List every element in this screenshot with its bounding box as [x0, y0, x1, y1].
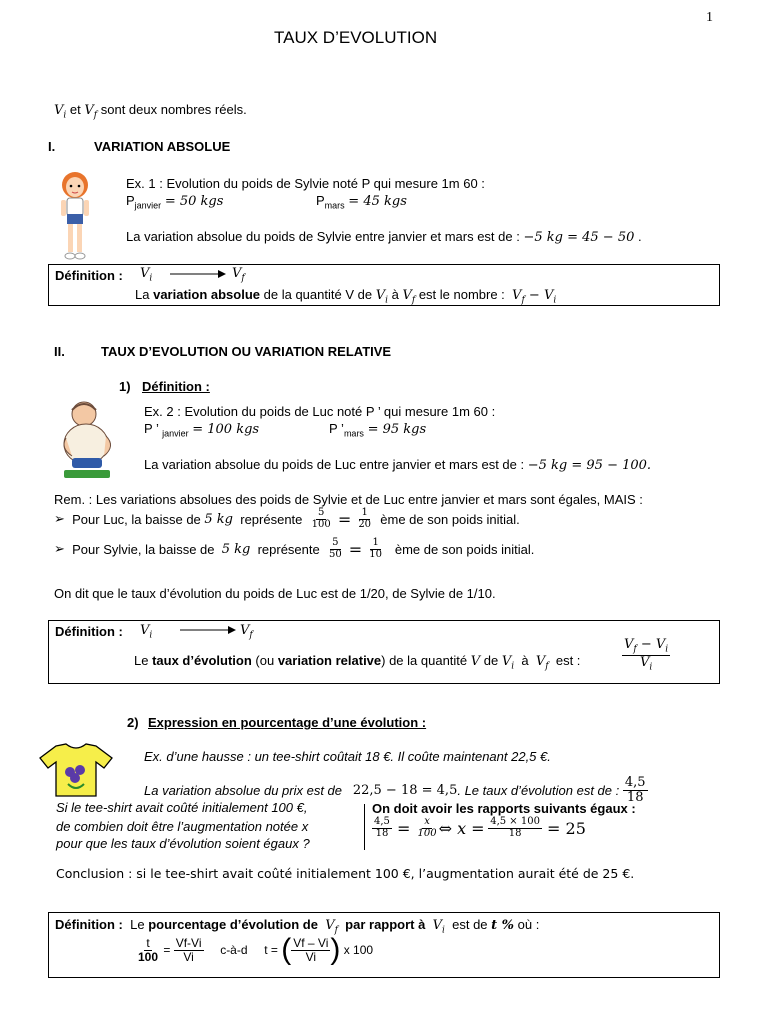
example-1: Ex. 1 : Evolution du poids de Sylvie noté P qui mesure 1m 60 : — [126, 176, 485, 191]
variation-1: La variation absolue du poids de Sylvie entre janvier et mars est de : −5 kg = 45 − 50 . — [126, 229, 642, 245]
man-illustration — [50, 398, 122, 482]
def1-vi: $V_i$ — [140, 266, 153, 284]
conclusion-2: Conclusion : si le tee-shirt avait coûté initialement 100 €, l’augmentation aurait été de 25 €. — [56, 866, 635, 881]
ex-hausse: Ex. d’une hausse : un tee-shirt coûtait 18 €. Il coûte maintenant 22,5 €. — [144, 749, 551, 764]
def2-label: Définition : — [55, 624, 123, 639]
def2-text: Le taux d’évolution (ou variation relative) de la quantité V de $V_i$ à $V_f$ est : — [134, 653, 581, 672]
p-mars-2: P $’_{mars} = 95$ kgs — [329, 421, 427, 439]
def3-text: Définition : Le pourcentage d’évolution de $V_f$ par rapport à $V_i$ est de t % où : — [55, 917, 540, 936]
p-janvier-1: $P_{janvier} = 50$ kgs — [126, 193, 224, 211]
section-1-title: VARIATION ABSOLUE — [94, 139, 231, 154]
sub-1-title: Définition : — [142, 379, 210, 394]
rapports: On doit avoir les rapports suivants égaux : — [372, 801, 636, 816]
question-line-1: Si le tee-shirt avait coûté initialement 100 €, — [56, 800, 308, 815]
sub-2-number: 2) — [127, 715, 139, 730]
question-line-3: pour que les taux d’évolution soient égaux ? — [56, 836, 310, 851]
def1-text: La variation absolue de la quantité V de $V_i$ à $V_f$ est le nombre : $V_f - V_i$ — [135, 287, 557, 306]
vertical-bar — [364, 804, 365, 850]
def2-vi: $V_i$ — [140, 623, 153, 641]
def1-label: Définition : — [55, 268, 123, 283]
girl-illustration — [52, 170, 98, 262]
arrow-bullet-icon: ➢ — [54, 541, 65, 556]
def3-formula: $\frac{t}{100}$ = $\frac{Vf-Vi}{Vi}$ c-à-d t = ( $\frac{Vf - Vi}{Vi}$ ) x 100 — [138, 933, 374, 966]
arrow-icon — [170, 268, 226, 280]
section-2-number: II. — [54, 344, 65, 359]
section-1-number: I. — [48, 139, 56, 154]
p-mars-1: $P_{mars} = 45$ kgs — [316, 193, 407, 211]
def1-vf: $V_f$ — [232, 266, 245, 284]
def2-fraction: $\frac{V_f - V_i}{V_i}$ — [624, 637, 669, 673]
arrow-icon — [180, 624, 236, 636]
example-2: Ex. 2 : Evolution du poids de Luc noté P ’ qui mesure 1m 60 : — [144, 404, 496, 419]
variation-2: La variation absolue du poids de Luc entre janvier et mars est de : −5 kg = 95 − 100. — [144, 457, 652, 473]
remark: Rem. : Les variations absolues des poids de Sylvie et de Luc entre janvier et mars sont égales, MAIS : — [54, 492, 643, 507]
bullet-luc: ➢ Pour Luc, la baisse de 5 kg représente $\frac{5}{100}$ = $\frac{1}{20}$ ème de son poids initial. — [54, 507, 520, 530]
bullet-sylvie: ➢ Pour Sylvie, la baisse de 5 kg représente $\frac{5}{50}$ = $\frac{1}{10}$ ème de son poids initial. — [54, 537, 535, 560]
page-title: TAUX D’EVOLUTION — [274, 28, 438, 47]
question-line-2: de combien doit être l’augmentation notée x — [56, 819, 309, 834]
def2-vf: $V_f$ — [240, 623, 253, 641]
tshirt-illustration — [36, 742, 116, 798]
page-number: 1 — [706, 10, 713, 25]
sub-2-title: Expression en pourcentage d’une évolution : — [148, 715, 427, 730]
p-janvier-2: P ’ $_{janvier}$ = 100 kgs — [144, 421, 260, 439]
section-2-title: TAUX D’EVOLUTION OU VARIATION RELATIVE — [101, 344, 392, 359]
sub-1-number: 1) — [119, 379, 131, 394]
conclusion-1: On dit que le taux d’évolution du poids de Luc est de 1/20, de Sylvie de 1/10. — [54, 586, 496, 601]
var-abs-prix: La variation absolue du prix est de 22,5 − 18 = 4,5 . Le taux d’évolution est de : $\frac{4,5}{18}$ — [144, 775, 646, 805]
equation: $\frac{4,5}{18}$ = $\frac{x}{100}$ ⇔ x = $\frac{4,5 \times 100}{18}$ = 25 — [374, 816, 586, 839]
arrow-bullet-icon: ➢ — [54, 511, 65, 526]
intro-line: $V_i$ et $V_f$ sont deux nombres réels. — [54, 102, 247, 121]
